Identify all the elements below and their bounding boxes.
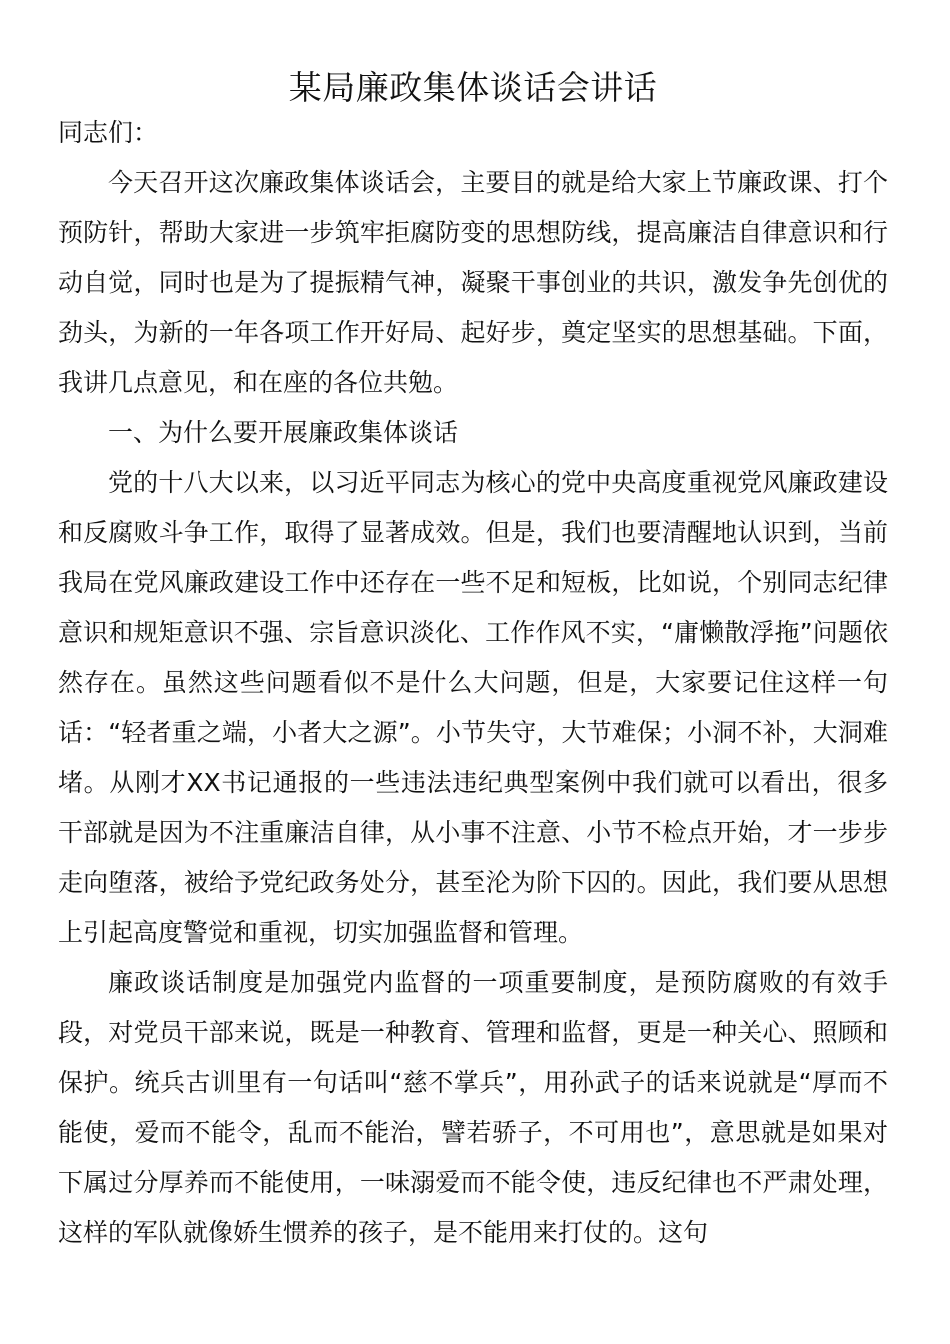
paragraph-body-1: 党的十八大以来，以习近平同志为核心的党中央高度重视党风廉政建设和反腐败斗争工作，取得了显著成效。但是，我们也要清醒地认识到，当前我局在党风廉政建设工作中还存在一些不足和短板，比如说，个别同志纪律意识和规矩意识不强、宗旨意识淡化、工作作风不实，“庸懒散浮拖”问题依然存在。虽然这些问题看似不是什么大问题，但是，大家要记住这样一句话：“轻者重之端，小者大之源”。小节失守，大节难保；小洞不补，大洞难堵。从刚才XX书记通报的一些违法违纪典型案例中我们就可以看出，很多干部就是因为不注重廉洁自律，从小事不注意、小节不检点开始，才一步步走向堕落，被给予党纪政务处分，甚至沦为阶下囚的。因此，我们要从思想上引起高度警觉和重视，切实加强监督和管理。 [58, 468, 888, 947]
paragraph-body-2: 廉政谈话制度是加强党内监督的一项重要制度，是预防腐败的有效手段，对党员干部来说，既是一种教育、管理和监督，更是一种关心、照顾和保护。统兵古训里有一句话叫“慈不掌兵”，用孙武子的话来说就是“厚而不能使，爱而不能令，乱而不能治，譬若骄子，不可用也”，意思就是如果对下属过分厚养而不能使用，一味溺爱而不能令使，违反纪律也不严肃处理，这样的军队就像娇生惯养的孩子，是不能用来打仗的。这句 [58, 968, 888, 1247]
salutation: 同志们： [58, 118, 159, 147]
document-title: 某局廉政集体谈话会讲话 [288, 68, 658, 107]
section-heading-1: 一、为什么要开展廉政集体谈话 [108, 418, 459, 447]
paragraph-intro: 今天召开这次廉政集体谈话会，主要目的就是给大家上节廉政课、打个预防针，帮助大家进一步筑牢拒腐防变的思想防线，提高廉洁自律意识和行动自觉，同时也是为了提振精气神，凝聚干事创业的共识，激发争先创优的劲头，为新的一年各项工作开好局、起好步，奠定坚实的思想基础。下面，我讲几点意见，和在座的各位共勉。 [58, 168, 888, 397]
